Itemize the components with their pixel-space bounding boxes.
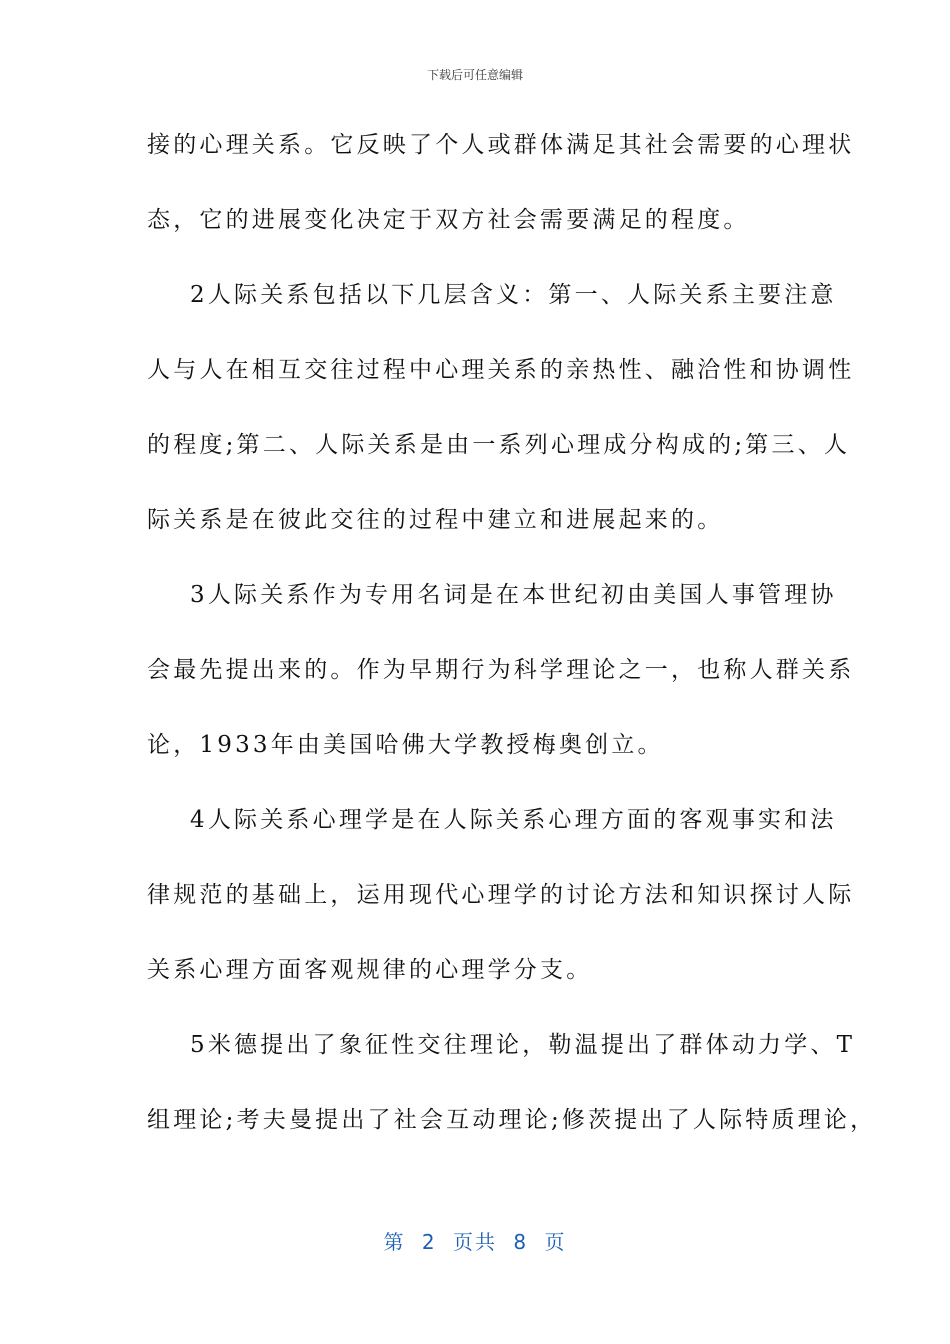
text-line: 组理论;考夫曼提出了社会互动理论;修茨提出了人际特质理论， [147, 1107, 877, 1133]
text-line: 论，1933年由美国哈佛大学教授梅奥创立。 [147, 732, 664, 758]
footer-label-mid: 页共 [453, 1230, 497, 1254]
text-line: 人与人在相互交往过程中心理关系的亲热性、融洽性和协调性 [147, 357, 855, 383]
footer-label-pre: 第 [383, 1230, 406, 1254]
text-line: 律规范的基础上，运用现代心理学的讨论方法和知识探讨人际 [147, 882, 855, 908]
footer-current-page: 2 [421, 1230, 437, 1254]
text-line: 态，它的进展变化决定于双方社会需要满足的程度。 [147, 207, 750, 233]
paragraph-4-start: 4人际关系心理学是在人际关系心理方面的客观事实和法 [190, 807, 837, 833]
page-footer [0, 1226, 950, 1255]
footer-label-post: 页 [544, 1230, 567, 1254]
text-line: 的程度;第二、人际关系是由一系列心理成分构成的;第三、人 [147, 432, 851, 458]
text-line: 际关系是在彼此交往的过程中建立和进展起来的。 [147, 507, 724, 533]
paragraph-3-start: 3人际关系作为专用名词是在本世纪初由美国人事管理协 [190, 582, 837, 608]
paragraph-2-start: 2人际关系包括以下几层含义：第一、人际关系主要注意 [190, 282, 837, 308]
paragraph-5-start: 5米德提出了象征性交往理论，勒温提出了群体动力学、T [190, 1032, 856, 1058]
page-header: 下载后可任意编辑 [426, 68, 523, 82]
text-line: 关系心理方面客观规律的心理学分支。 [147, 957, 593, 983]
footer-total-pages: 8 [513, 1230, 529, 1254]
text-line: 会最先提出来的。作为早期行为科学理论之一，也称人群关系 [147, 657, 855, 683]
text-line: 接的心理关系。它反映了个人或群体满足其社会需要的心理状 [147, 132, 855, 158]
